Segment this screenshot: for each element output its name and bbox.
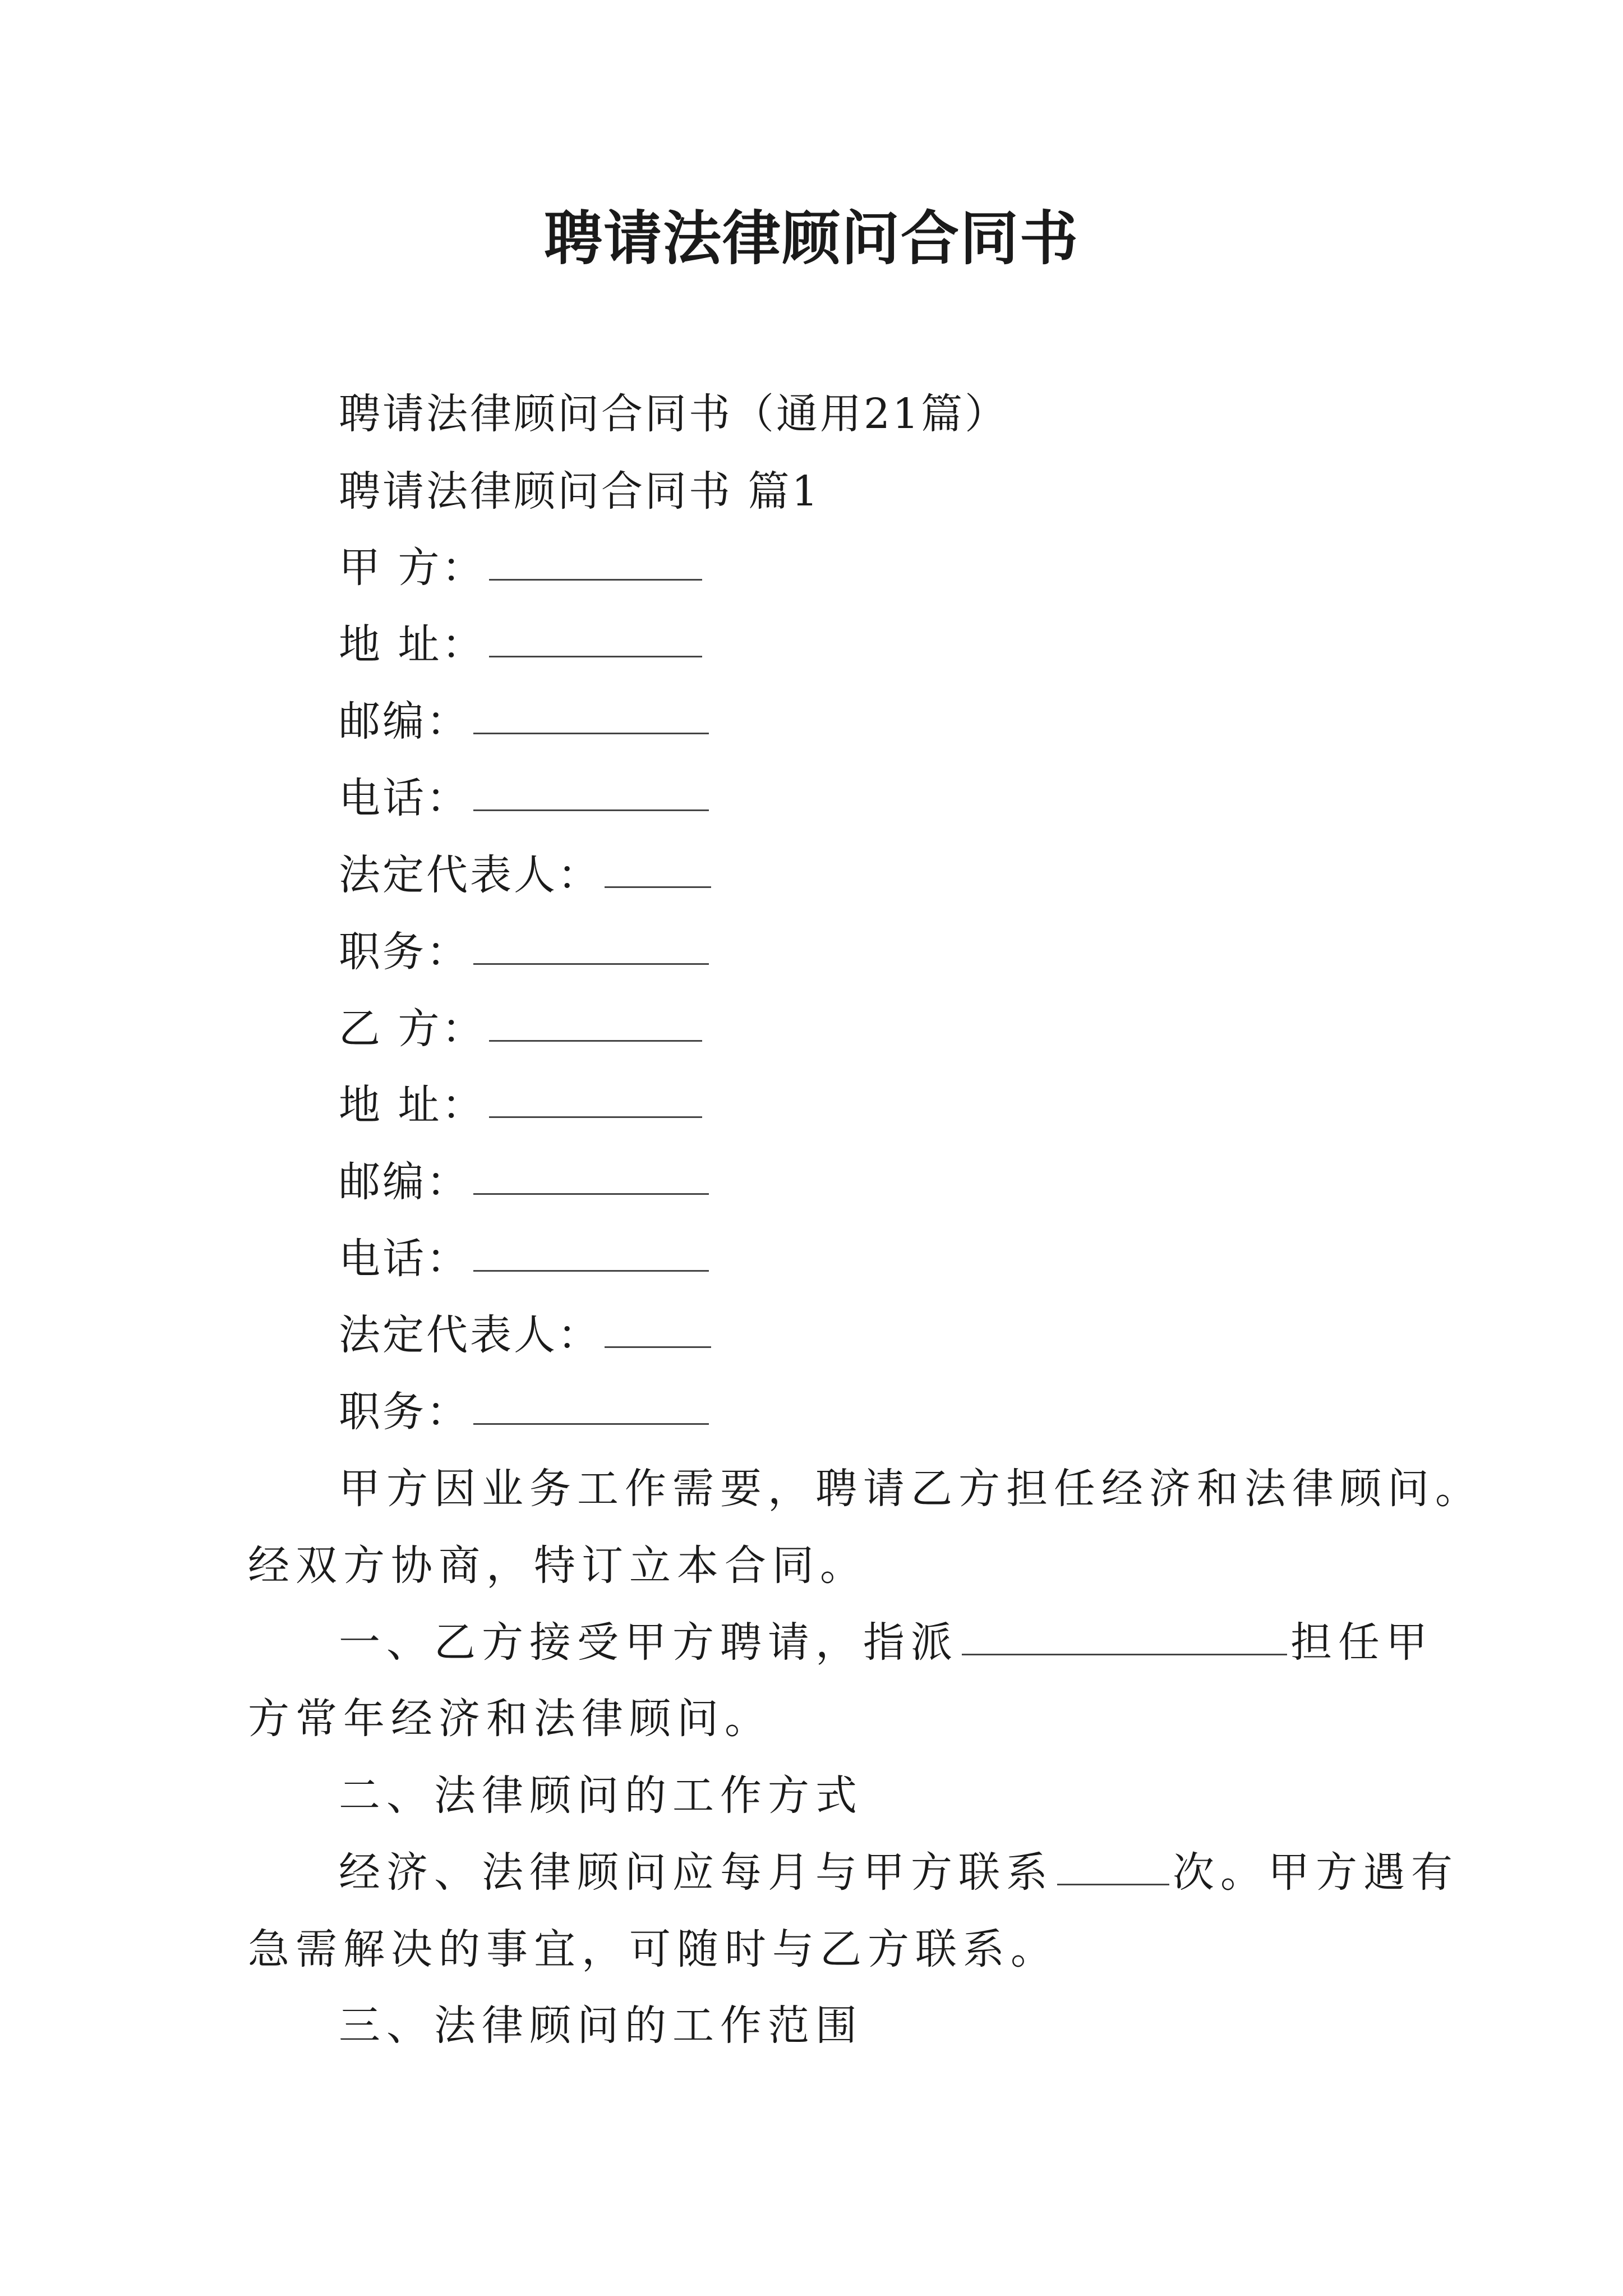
clause-1-line-1: [339, 1614, 1433, 1671]
clause-2-frequency-blank: [1057, 1883, 1169, 1885]
party-a-postcode-blank: [473, 732, 709, 734]
party-a-position-label: 职务：: [339, 928, 470, 976]
party-b-name-blank: [489, 1039, 702, 1042]
document-subtitle: 聘请法律顾问合同书（通用21篇）: [339, 390, 1009, 438]
party-a-postcode-label: 邮编：: [339, 697, 470, 746]
party-a-position-row: [339, 924, 709, 980]
party-a-name-blank: [489, 578, 702, 581]
party-a-position-blank: [473, 963, 709, 965]
party-a-legal-rep-row: [339, 847, 711, 903]
clause-1-line-2: 方常年经济和法律顾问。: [248, 1695, 772, 1743]
intro-paragraph-line-1: 甲方因业务工作需要，聘请乙方担任经济和法律顾问。: [339, 1465, 1483, 1513]
party-a-phone-label: 电话：: [339, 774, 470, 822]
party-b-address-label: 地 址：: [339, 1081, 486, 1129]
clause-2-line-2: 急需解决的事宜，可随时与乙方联系。: [248, 1925, 1058, 1973]
clause-2-text-after-blank: 次。甲方遇有: [1173, 1848, 1459, 1897]
clause-2-text-before-blank: 经济、法律顾问应每月与甲方联系: [339, 1848, 1054, 1897]
party-b-legal-rep-label: 法定代表人：: [339, 1311, 601, 1359]
party-a-address-blank: [489, 655, 702, 657]
party-a-postcode-row: [339, 693, 709, 749]
clause-1-appointee-blank: [962, 1653, 1287, 1655]
party-b-name-row: [339, 1001, 702, 1057]
party-b-name-label: 乙 方：: [339, 1005, 486, 1053]
section-heading: 聘请法律顾问合同书 篇1: [339, 467, 820, 516]
party-a-name-label: 甲 方：: [339, 544, 486, 592]
party-b-legal-rep-blank: [605, 1346, 711, 1348]
party-a-phone-row: [339, 770, 709, 826]
clause-1-text-before-blank: 一、乙方接受甲方聘请，指派: [339, 1618, 958, 1667]
party-a-legal-rep-blank: [605, 886, 711, 888]
party-b-legal-rep-row: [339, 1307, 711, 1363]
party-b-position-row: [339, 1384, 709, 1440]
clause-1-text-after-blank: 担任甲: [1290, 1618, 1433, 1667]
party-b-position-blank: [473, 1423, 709, 1425]
party-b-postcode-label: 邮编：: [339, 1158, 470, 1206]
party-b-phone-row: [339, 1231, 709, 1287]
party-b-phone-blank: [473, 1269, 709, 1272]
party-a-address-row: [339, 616, 702, 673]
party-b-address-row: [339, 1077, 702, 1133]
intro-paragraph-line-2: 经双方协商，特订立本合同。: [248, 1542, 868, 1590]
party-b-position-label: 职务：: [339, 1388, 470, 1436]
party-b-phone-label: 电话：: [339, 1235, 470, 1283]
document-title: 聘请法律顾问合同书: [543, 204, 1079, 273]
party-a-name-row: [339, 540, 702, 596]
party-b-postcode-row: [339, 1154, 709, 1210]
clause-2-heading: 二、法律顾问的工作方式: [339, 1772, 863, 1820]
party-a-phone-blank: [473, 809, 709, 811]
clause-2-line-1: [339, 1844, 1459, 1901]
party-a-legal-rep-label: 法定代表人：: [339, 851, 601, 899]
party-b-postcode-blank: [473, 1193, 709, 1195]
clause-3-heading: 三、法律顾问的工作范围: [339, 2001, 863, 2050]
party-a-address-label: 地 址：: [339, 620, 486, 669]
party-b-address-blank: [489, 1116, 702, 1118]
